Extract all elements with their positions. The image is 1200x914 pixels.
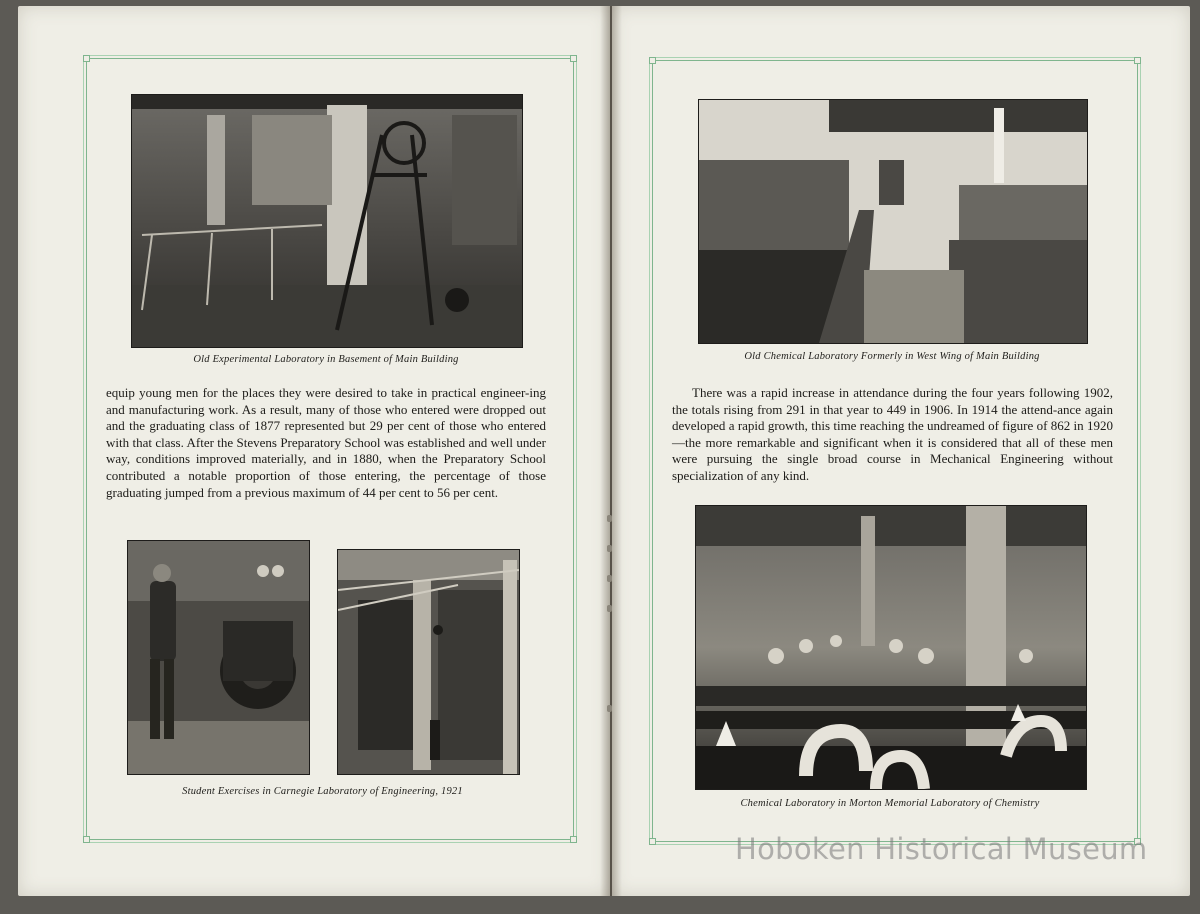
- binding-stitch: [607, 575, 612, 582]
- carnegie-laboratory-caption: Student Exercises in Carnegie Laboratory of Engineering, 1921: [182, 786, 463, 797]
- left-page-paragraph: equip young men for the places they were desired to take in practical engineer-ing and manufacturing work. As a result, many of those who entered were dropped out and the graduating class of 1877 represented but 29 per cent of those who entered with that class. After the Stevens Preparatory School was established and well under way, conditions improved materially, and in 1880, when the Preparatory School contributed a notable proportion of those entering, the percentage of those graduating jumped from a previous maximum of 44 per cent to 56 per cent.: [106, 385, 546, 500]
- experimental-laboratory-caption: Old Experimental Laboratory in Basement of Main Building: [193, 354, 459, 365]
- binding-stitch: [607, 605, 612, 612]
- old-chemical-laboratory-caption: Old Chemical Laboratory Formerly in West Wing of Main Building: [744, 351, 1040, 362]
- book-gutter: [600, 6, 622, 896]
- morton-chemistry-laboratory-caption: Chemical Laboratory in Morton Memorial Laboratory of Chemistry: [740, 798, 1040, 809]
- carnegie-engine-photo: [127, 540, 310, 775]
- experimental-laboratory-photo: [131, 94, 523, 348]
- museum-watermark: Hoboken Historical Museum: [735, 832, 1148, 866]
- old-chemical-laboratory-photo: [698, 99, 1088, 344]
- binding-stitch: [607, 705, 612, 712]
- carnegie-boiler-photo: [337, 549, 520, 775]
- right-page-paragraph: There was a rapid increase in attendance during the four years following 1902, the totals rising from 291 in that year to 449 in 1906. In 1914 the attend-ance again developed a rapid growth, this time reaching the undreamed of figure of 862 in 1920—the more remarkable and significant when it is considered that all of these men were pursuing the single broad course in Mechanical Engineering without specialization of any kind.: [672, 385, 1113, 483]
- morton-chemistry-laboratory-photo: [695, 505, 1087, 790]
- binding-stitch: [607, 545, 612, 552]
- binding-stitch: [607, 515, 612, 522]
